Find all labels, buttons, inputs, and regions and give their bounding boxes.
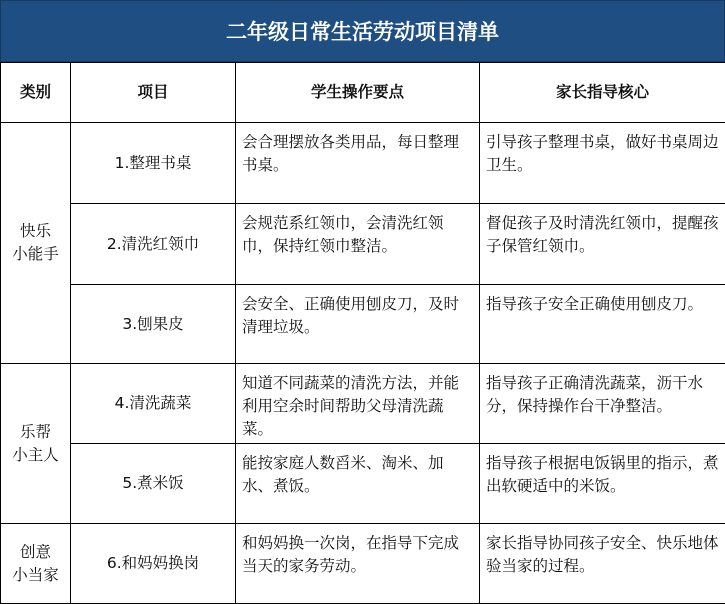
category-label-line1: 乐帮 [20,423,51,441]
parent-guidance-cell: 指导孩子安全正确使用刨皮刀。 [480,285,725,364]
table-row [1,123,725,204]
table-row [1,364,725,444]
category-cell [1,524,71,604]
item-cell: 4.清洗蔬菜 [71,364,236,444]
item-cell: 1.整理书桌 [71,123,236,204]
labor-items-table [0,62,725,604]
parent-guidance-cell: 指导孩子根据电饭锅里的指示，煮出软硬适中的米饭。 [480,444,725,524]
item-cell: 5.煮米饭 [71,444,236,524]
header-parent-guidance: 家长指导核心 [480,63,725,123]
table-row [1,204,725,285]
category-label-line2: 小能手 [12,245,59,263]
student-points-cell: 会合理摆放各类用品，每日整理书桌。 [236,123,480,204]
header-item: 项目 [71,63,236,123]
item-cell: 3.刨果皮 [71,285,236,364]
table-row [1,444,725,524]
parent-guidance-cell: 家长指导协同孩子安全、快乐地体验当家的过程。 [480,524,725,604]
student-points-cell: 会安全、正确使用刨皮刀，及时清理垃圾。 [236,285,480,364]
table-row [1,524,725,604]
parent-guidance-cell: 指导孩子正确清洗蔬菜，沥干水分，保持操作台干净整洁。 [480,364,725,444]
student-points-cell: 会规范系红领巾，会清洗红领巾，保持红领巾整洁。 [236,204,480,285]
table-row [1,285,725,364]
header-student-points: 学生操作要点 [236,63,480,123]
sheet-title: 二年级日常生活劳动项目清单 [0,0,725,62]
category-label-line1: 创意 [20,543,51,561]
student-points-cell: 知道不同蔬菜的清洗方法，并能利用空余时间帮助父母清洗蔬菜。 [236,364,480,444]
category-label-line2: 小主人 [12,446,59,464]
header-row [1,63,725,123]
category-label-line1: 快乐 [20,222,51,240]
student-points-cell: 能按家庭人数舀米、淘米、加水、煮饭。 [236,444,480,524]
header-category: 类别 [1,63,71,123]
parent-guidance-cell: 督促孩子及时清洗红领巾，提醒孩子保管红领巾。 [480,204,725,285]
parent-guidance-cell: 引导孩子整理书桌，做好书桌周边卫生。 [480,123,725,204]
category-cell [1,364,71,524]
category-cell [1,123,71,364]
student-points-cell: 和妈妈换一次岗，在指导下完成当天的家务劳动。 [236,524,480,604]
category-label-line2: 小当家 [12,566,59,584]
item-cell: 6.和妈妈换岗 [71,524,236,604]
item-cell: 2.清洗红领巾 [71,204,236,285]
